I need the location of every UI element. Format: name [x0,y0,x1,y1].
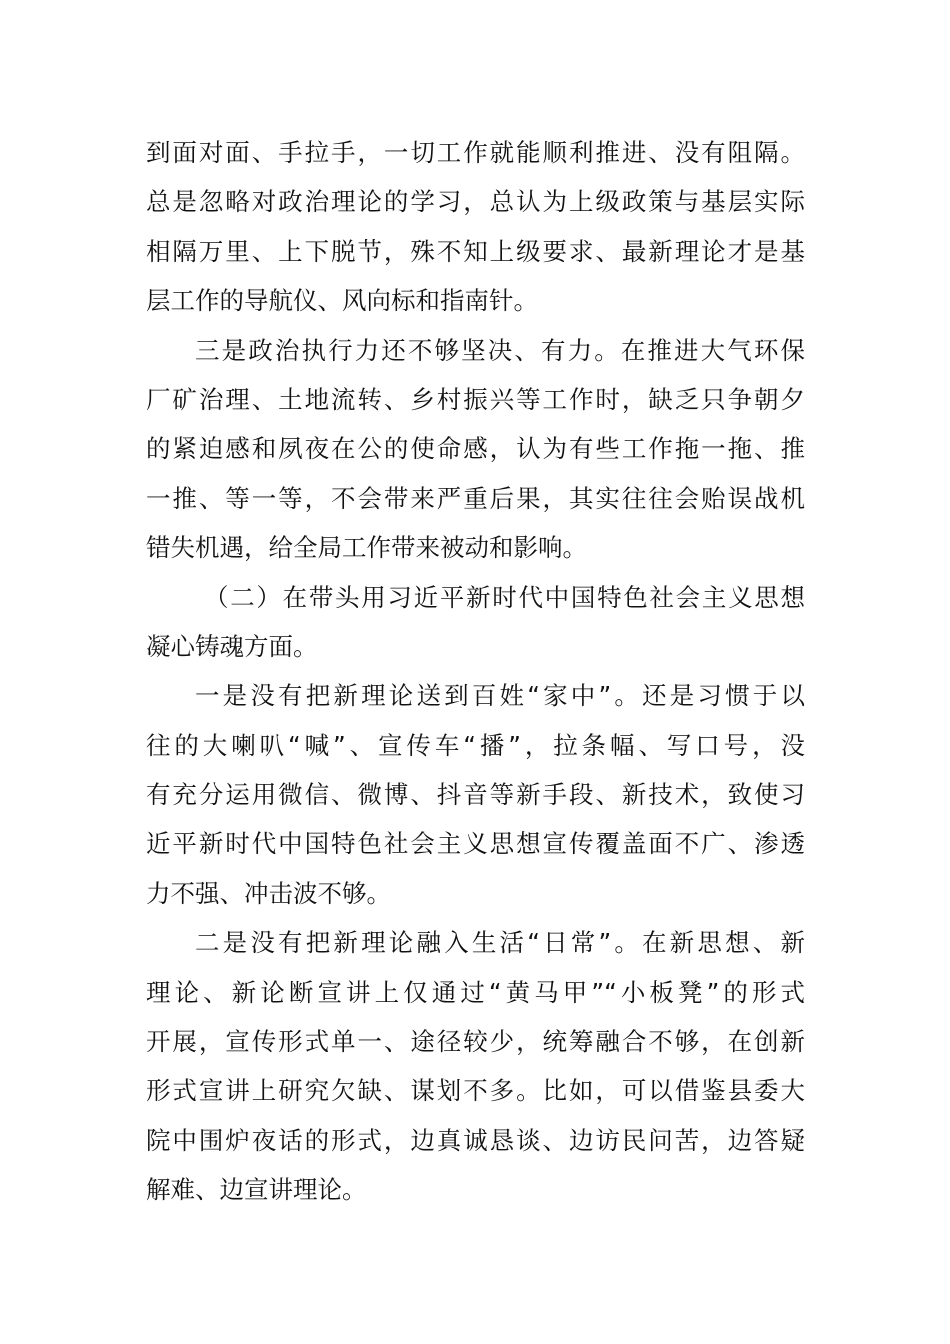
text-line: 相隔万里、上下脱节，殊不知上级要求、最新理论才是基 [146,236,805,266]
paragraph-theory-to-homes [146,671,805,918]
text-line: 形式宣讲上研究欠缺、谋划不多。比如，可以借鉴县委大 [146,1076,805,1106]
text-line: 往的大喇叭“喊”、宣传车“播”，拉条幅、写口号，没 [146,730,805,760]
text-line: 到面对面、手拉手，一切工作就能顺利推进、没有阻隔。 [146,138,805,167]
section-heading-line: （二）在带头用习近平新时代中国特色社会主义思想 [204,582,805,612]
text-line: 有充分运用微信、微博、抖音等新手段、新技术，致使习 [146,780,805,810]
text-line: 理论、新论断宣讲上仅通过“黄马甲”“小板凳”的形式 [146,977,805,1007]
paragraph-continuation [146,128,805,326]
section-heading [146,573,805,672]
section-heading-line: 凝心铸魂方面。 [146,631,318,661]
text-line: 一推、等一等，不会带来严重后果，其实往往会贻误战机 [146,483,805,513]
text-line: 院中围炉夜话的形式，边真诚恳谈、边访民问苦，边答疑 [146,1125,805,1155]
text-line: 解难、边宣讲理论。 [146,1175,367,1205]
text-line: 厂矿治理、土地流转、乡村振兴等工作时，缺乏只争朝夕 [146,384,805,414]
text-line: 开展，宣传形式单一、途径较少，统筹融合不够，在创新 [146,1027,805,1057]
text-line: 层工作的导航仪、风向标和指南针。 [146,286,538,316]
paragraph-theory-daily-life [146,918,805,1214]
text-line: 一是没有把新理论送到百姓“家中”。还是习惯于以 [195,681,805,711]
text-line: 总是忽略对政治理论的学习，总认为上级政策与基层实际 [146,187,805,217]
text-line: 力不强、冲击波不够。 [146,878,391,908]
paragraph-political-execution [146,326,805,573]
text-line: 错失机遇，给全局工作带来被动和影响。 [146,533,587,563]
text-line: 三是政治执行力还不够坚决、有力。在推进大气环保 [195,335,805,365]
text-line: 的紧迫感和夙夜在公的使命感，认为有些工作拖一拖、推 [146,434,805,464]
text-line: 近平新时代中国特色社会主义思想宣传覆盖面不广、渗透 [146,829,805,859]
text-line: 二是没有把新理论融入生活“日常”。在新思想、新 [195,928,805,958]
document-body [146,128,805,1215]
